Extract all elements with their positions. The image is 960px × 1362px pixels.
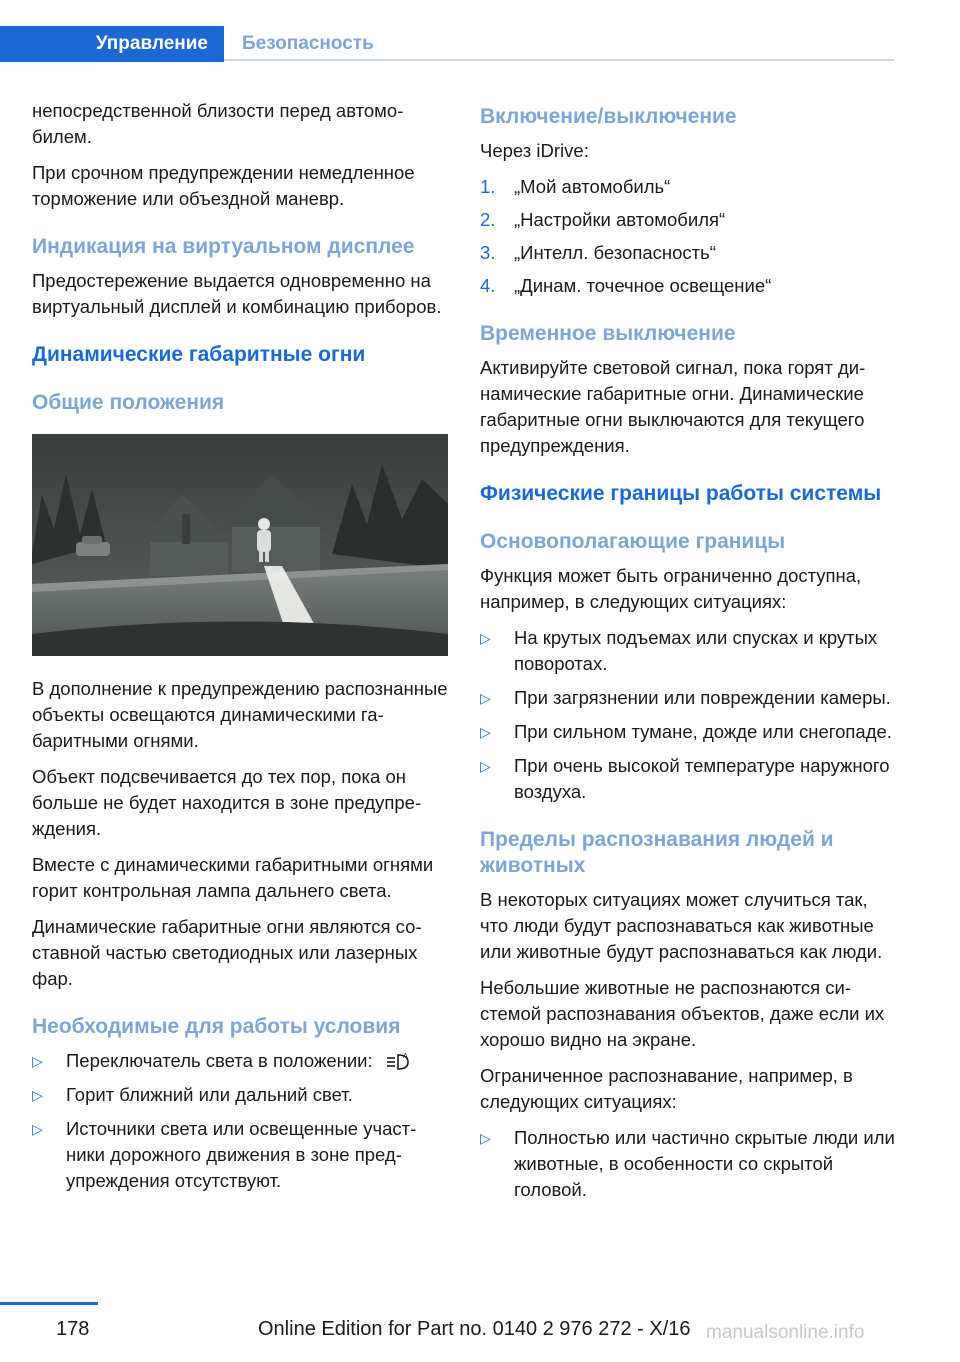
- list-item: ▷ Источники света или освещенные участники дорожного движения в зоне предупреждения отсутствуют.: [32, 1118, 417, 1192]
- list-item: ▷ Горит ближний или дальний свет.: [32, 1082, 448, 1108]
- list-item: ▷ На крутых подъемах или спусках и крутых поворотах.: [480, 627, 878, 674]
- list-item: ▷ При загрязнении или повреждении камеры.: [480, 685, 896, 711]
- paragraph: В дополнение к предупреждению распознанные объекты освещаются динамическими габаритными огнями.: [32, 678, 448, 751]
- list-item: 4. „Динам. точечное освещение“: [480, 275, 772, 296]
- paragraph: Активируйте световой сигнал, пока горят динамические габаритные огни. Динамические габаритные огни выключаются для текущего предупреждения.: [480, 357, 866, 456]
- tab-control[interactable]: Управление: [0, 26, 224, 62]
- heading-general: Общие положения: [32, 391, 225, 414]
- tab-safety[interactable]: Безопасность: [242, 33, 374, 54]
- paragraph: Через iDrive:: [480, 140, 589, 161]
- idrive-steps: [480, 174, 896, 299]
- recognition-limits-list: [480, 1125, 896, 1203]
- night-road-photo: [32, 434, 448, 656]
- triangle-right-icon: ▷: [480, 1130, 491, 1146]
- list-item: 1. „Мой автомобиль“: [480, 176, 671, 197]
- right-column: [480, 98, 896, 1213]
- footer-divider: [0, 1302, 98, 1305]
- paragraph: Вместе с динамическими габаритными огнями горит контрольная лампа дальнего света.: [32, 854, 434, 901]
- paragraph: При срочном предупреждении немедленное торможение или объездной маневр.: [32, 162, 415, 209]
- triangle-right-icon: ▷: [480, 724, 491, 740]
- heading-recognition-limits: Пределы распознавания людей и животных: [480, 828, 834, 877]
- triangle-right-icon: ▷: [480, 630, 491, 646]
- heading-basic-limits: Основополагающие границы: [480, 530, 786, 553]
- paragraph: Предостережение выдается одновременно на виртуальный дисплей и комбинацию приборов.: [32, 270, 442, 317]
- paragraph: Функция может быть ограниченно доступна, например, в следующих ситуациях:: [480, 565, 862, 612]
- triangle-right-icon: ▷: [480, 690, 491, 706]
- paragraph: Объект подсвечивается до тех пор, пока он больше не будет находится в зоне предупреждения.: [32, 766, 422, 839]
- heading-temporary-off: Временное выключение: [480, 322, 736, 345]
- auto-headlight-icon: [384, 1050, 414, 1074]
- list-item: 2. „Настройки автомобиля“: [480, 209, 726, 230]
- heading-virtual-display: Индикация на виртуальном дисплее: [32, 235, 415, 258]
- header-divider: [224, 59, 894, 61]
- paragraph: Небольшие животные не распознаются системой распознавания объектов, даже если их хорошо видно на экране.: [480, 977, 885, 1050]
- triangle-right-icon: ▷: [32, 1121, 43, 1138]
- page-header: [0, 26, 894, 62]
- triangle-right-icon: ▷: [32, 1087, 43, 1104]
- conditions-list: [32, 1048, 448, 1194]
- list-item: ▷ При очень высокой температуре наружного воздуха.: [480, 755, 890, 802]
- list-item: ▷ Полностью или частично скрытые люди или животные, в особенности со скрытой головой.: [480, 1127, 895, 1200]
- basic-limits-list: [480, 625, 896, 805]
- svg-text:A: A: [402, 1053, 408, 1061]
- page-number: 178: [56, 1318, 90, 1340]
- heading-on-off: Включение/выключение: [480, 105, 737, 128]
- heading-conditions: Необходимые для работы условия: [32, 1015, 401, 1038]
- paragraph: Динамические габаритные огни являются составной частью светодиодных или лазерных фар.: [32, 916, 422, 989]
- list-item: ▷ При сильном тумане, дожде или снегопаде.: [480, 719, 896, 745]
- heading-dynamic-lights: Динамические габаритные огни: [32, 343, 366, 366]
- edition-info: Online Edition for Part no. 0140 2 976 272 - X/16: [258, 1318, 691, 1340]
- heading-system-limits: Физические границы работы системы: [480, 482, 882, 505]
- paragraph: непосредственной близости перед автомобилем.: [32, 100, 404, 147]
- list-item: ▷ Переключатель света в положении: A: [32, 1048, 448, 1074]
- triangle-right-icon: ▷: [480, 758, 491, 774]
- list-item: 3. „Интелл. безопасность“: [480, 242, 716, 263]
- left-column: [32, 98, 448, 1204]
- triangle-right-icon: ▷: [32, 1053, 43, 1069]
- paragraph: В некоторых ситуациях может случиться так, что люди будут распознаваться как животные или животные будут распознаваться как люди.: [480, 889, 883, 962]
- watermark: manualsonline.info: [706, 1322, 865, 1343]
- paragraph: Ограниченное распознавание, например, в следующих ситуациях:: [480, 1065, 853, 1112]
